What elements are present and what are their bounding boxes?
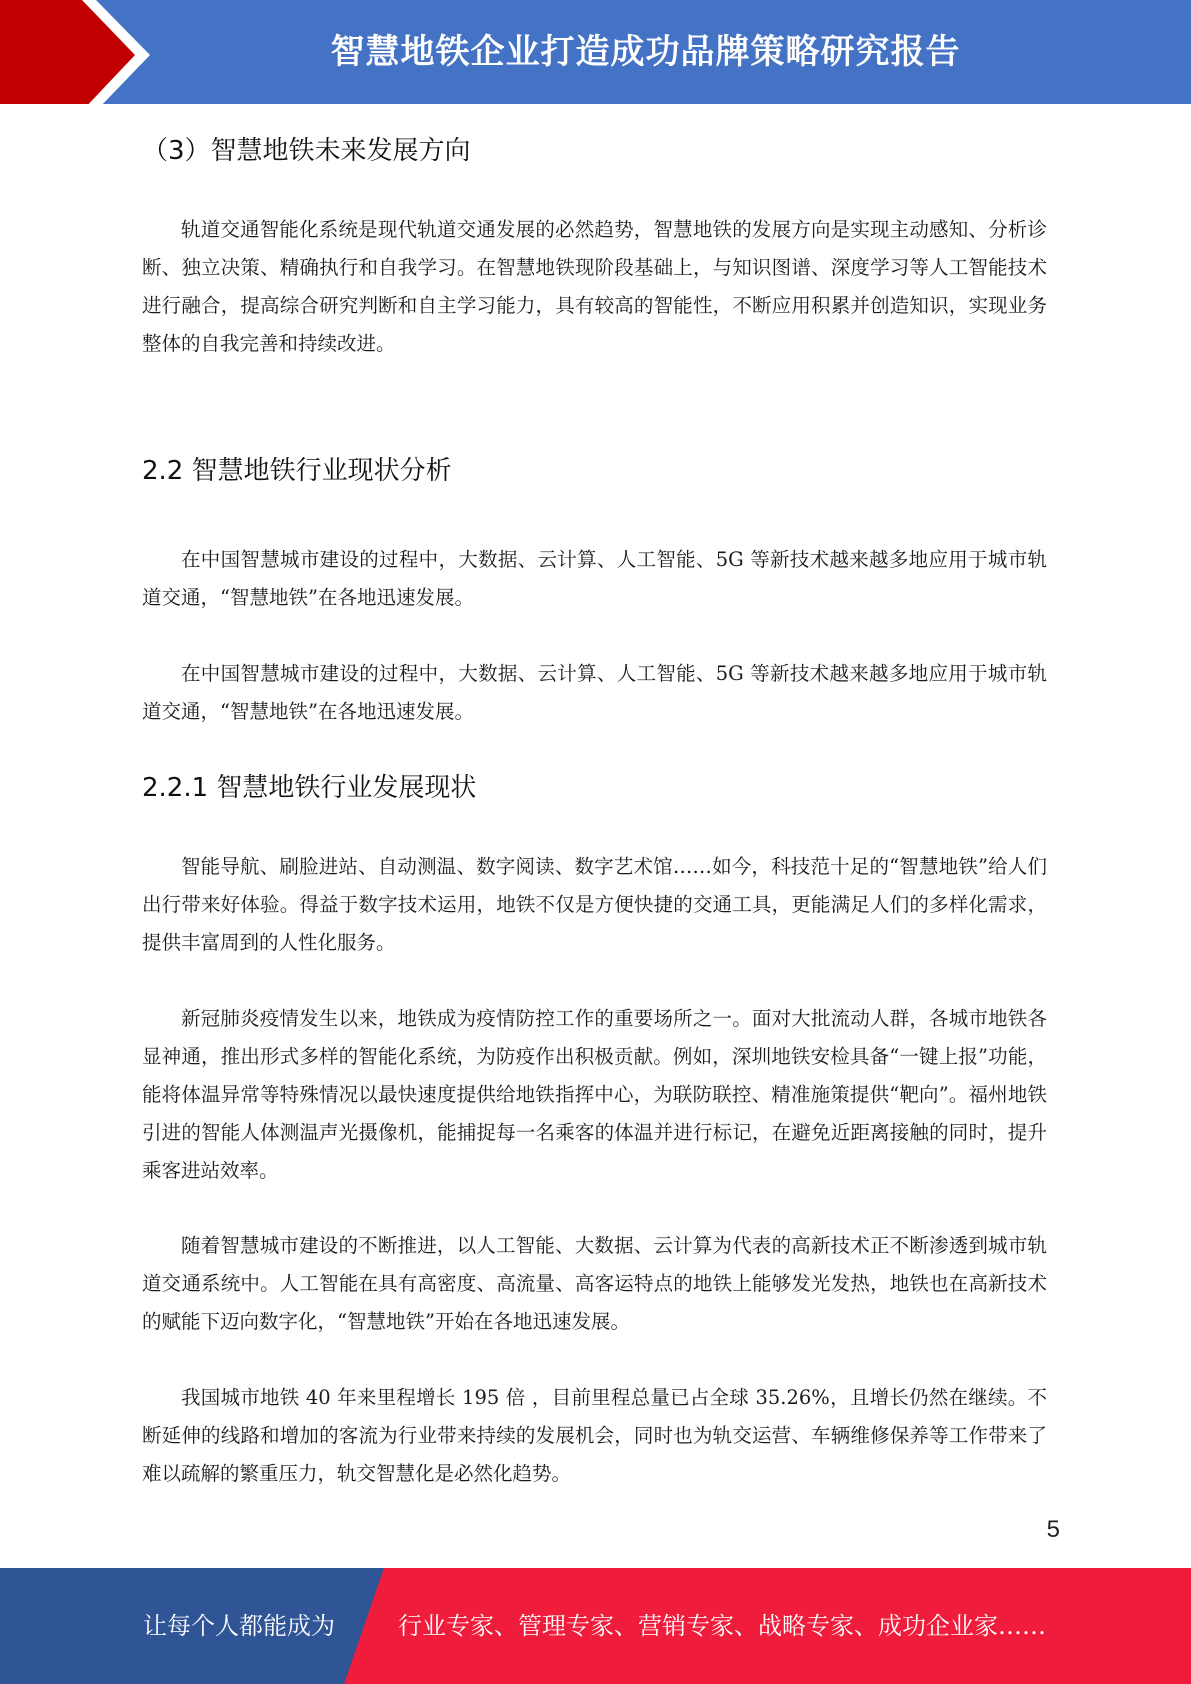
header-banner — [0, 0, 1191, 111]
section-heading-industry-status: 2.2 智慧地铁行业现状分析 — [142, 456, 452, 486]
footer-slogan-left: 让每个人都能成为 — [143, 1612, 335, 1640]
section-heading-development-status: 2.2.1 智慧地铁行业发展现状 — [142, 773, 477, 803]
footer-slogan-right: 行业专家、管理专家、营销专家、战略专家、成功企业家…… — [398, 1612, 1046, 1640]
paragraph: 新冠肺炎疫情发生以来，地铁成为疫情防控工作的重要场所之一。面对大批流动人群，各城市地铁各显神通，推出形式多样的智能化系统，为防疫作出积极贡献。例如，深圳地铁安检具备“一键上报”功能，能将体温异常等特殊情况以最快速度提供给地铁指挥中心，为联防联控、精准施策提供“靶向”。福州地铁引进的智能人体测温声光摄像机，能捕捉每一名乘客的体温并进行标记，在避免近距离接触的同时，提升乘客进站效率。 — [142, 1007, 1047, 1182]
paragraph: 在中国智慧城市建设的过程中，大数据、云计算、人工智能、5G 等新技术越来越多地应用于城市轨道交通，“智慧地铁”在各地迅速发展。 — [142, 548, 1047, 609]
paragraph: 在中国智慧城市建设的过程中，大数据、云计算、人工智能、5G 等新技术越来越多地应用于城市轨道交通，“智慧地铁”在各地迅速发展。 — [142, 662, 1047, 723]
paragraph: 随着智慧城市建设的不断推进，以人工智能、大数据、云计算为代表的高新技术正不断渗透到城市轨道交通系统中。人工智能在具有高密度、高流量、高客运特点的地铁上能够发光发热，地铁也在高新技术的赋能下迈向数字化，“智慧地铁”开始在各地迅速发展。 — [142, 1234, 1047, 1333]
document-title: 智慧地铁企业打造成功品牌策略研究报告 — [330, 32, 961, 72]
paragraph: 我国城市地铁 40 年来里程增长 195 倍 ，目前里程总量已占全球 35.26%，且增长仍然在继续。不断延伸的线路和增加的客流为行业带来持续的发展机会，同时也为轨交运营、车辆维修保养等工作带来了难以疏解的繁重压力，轨交智慧化是必然化趋势。 — [142, 1386, 1047, 1485]
paragraph: 轨道交通智能化系统是现代轨道交通发展的必然趋势，智慧地铁的发展方向是实现主动感知、分析诊断、独立决策、精确执行和自我学习。在智慧地铁现阶段基础上，与知识图谱、深度学习等人工智能技术进行融合，提高综合研究判断和自主学习能力，具有较高的智能性，不断应用积累并创造知识，实现业务整体的自我完善和持续改进。 — [142, 218, 1047, 355]
page-number: 5 — [1046, 1516, 1060, 1543]
section-heading-future-direction: （3）智慧地铁未来发展方向 — [142, 136, 471, 166]
footer-banner — [0, 1568, 1191, 1684]
paragraph: 智能导航、刷脸进站、自动测温、数字阅读、数字艺术馆……如今，科技范十足的“智慧地铁”给人们出行带来好体验。得益于数字技术运用，地铁不仅是方便快捷的交通工具，更能满足人们的多样化需求，提供丰富周到的人性化服务。 — [142, 855, 1047, 954]
